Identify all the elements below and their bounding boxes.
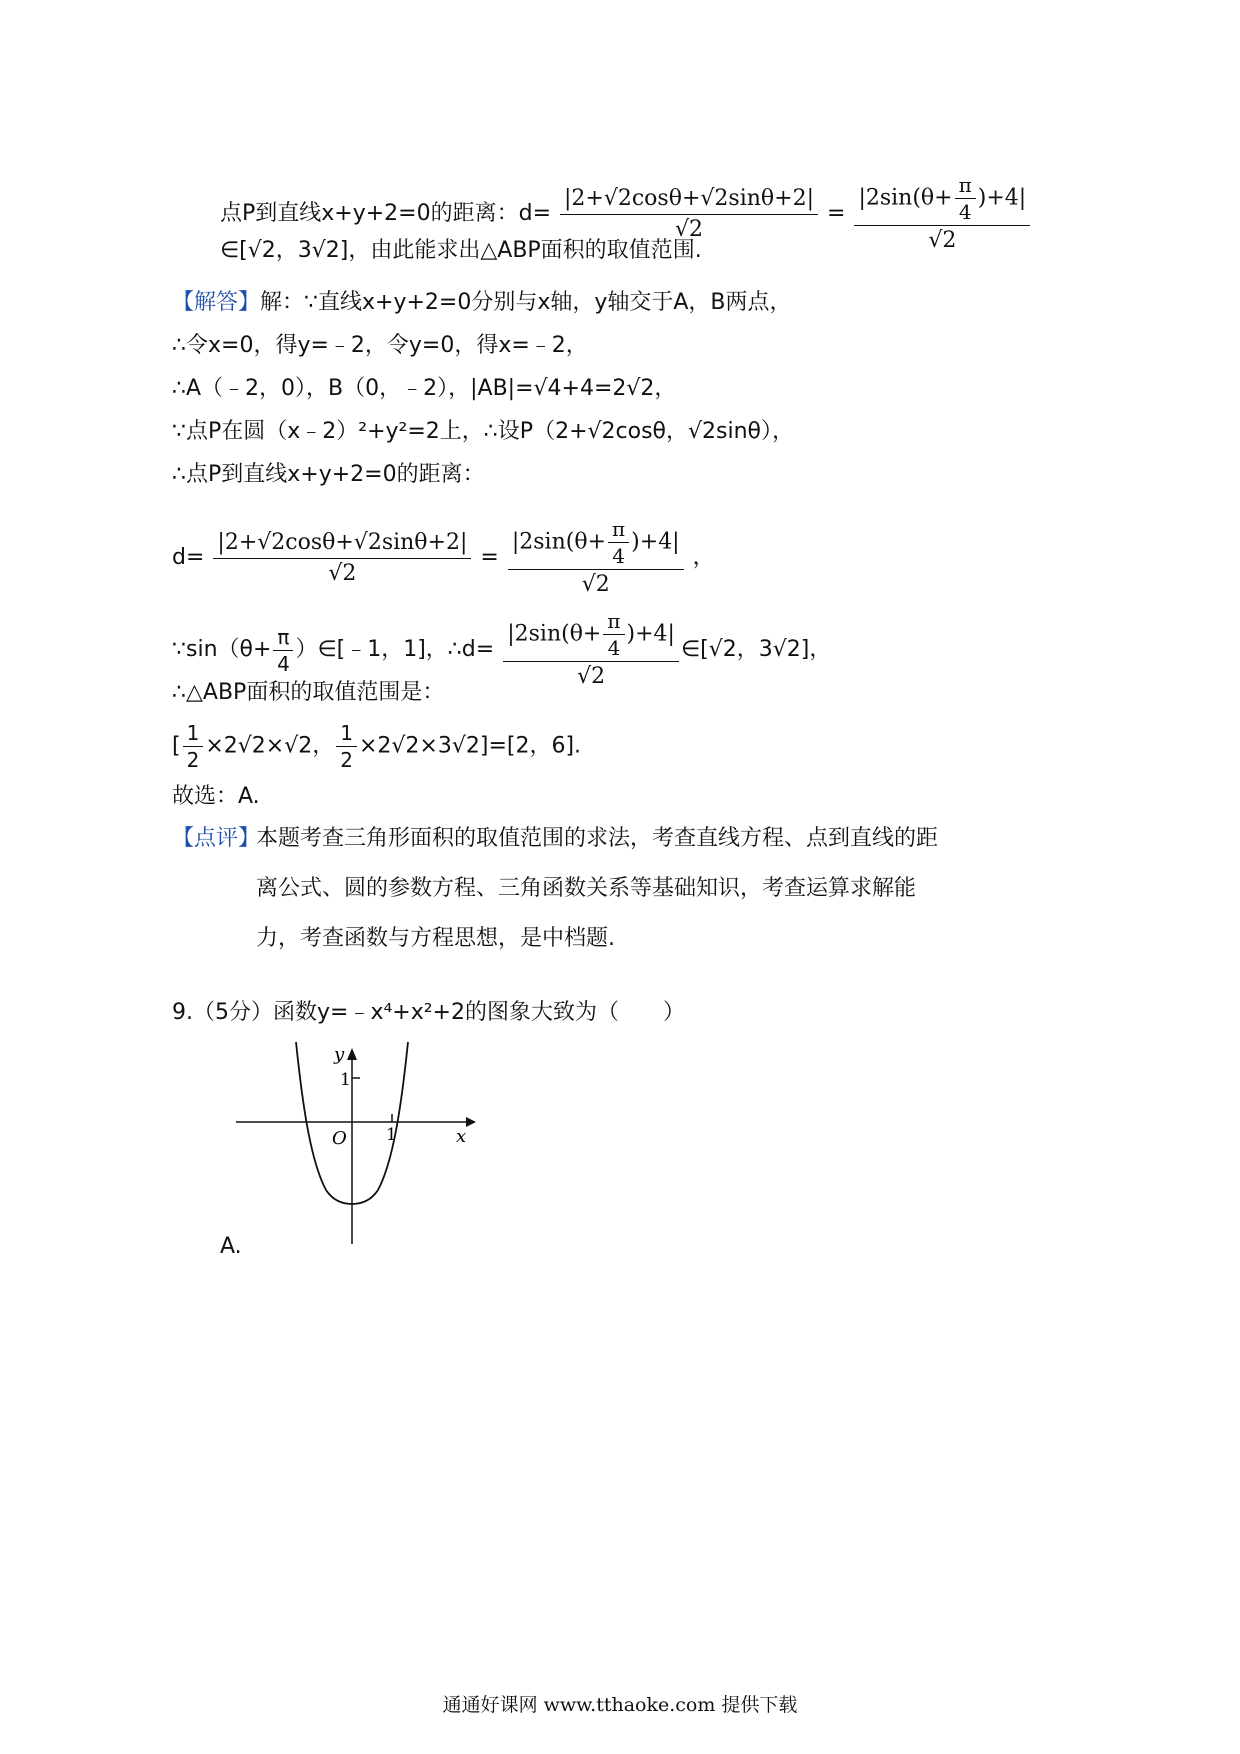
fraction-numerator bbox=[503, 610, 679, 662]
y-tick-label: 1 bbox=[340, 1070, 351, 1090]
product-upper: ×2√2×3√2]=[2，6]. bbox=[358, 733, 582, 759]
solution-line-2: ∴令x=0，得y=﹣2，令y=0，得x=﹣2， bbox=[172, 333, 588, 358]
d-equals: d= bbox=[172, 545, 205, 570]
x-axis-arrow bbox=[466, 1117, 476, 1127]
fraction-denominator: √2 bbox=[581, 572, 610, 597]
d-range: ∈[√2，3√2]， bbox=[680, 637, 832, 662]
fraction-denominator: √2 bbox=[928, 228, 957, 253]
numerator-part: |2sin(θ+ bbox=[511, 529, 607, 555]
origin-label: O bbox=[332, 1128, 347, 1149]
comment-tag: 【点评】 bbox=[172, 826, 261, 851]
solution-line-6 bbox=[172, 518, 715, 598]
range-line: ∈[√2，3√2]，由此能求出△ABP面积的取值范围. bbox=[220, 238, 702, 263]
page-footer: 通通好课网 www.tthaoke.com 提供下载 bbox=[442, 1694, 798, 1716]
four: 4 bbox=[958, 200, 972, 224]
pi-over-4 bbox=[603, 610, 624, 659]
x-axis-label: x bbox=[456, 1126, 467, 1147]
denominator: 2 bbox=[186, 748, 200, 772]
distance-fraction-2 bbox=[854, 174, 1030, 254]
denominator: 2 bbox=[340, 748, 353, 772]
product-lower: ×2√2×√2， bbox=[205, 733, 335, 759]
fraction-numerator bbox=[508, 518, 684, 570]
comment-text: 本题考查三角形面积的取值范围的求法，考查直线方程、点到直线的距离公式、圆的参数方程、三角函数关系等基础知识，考查运算求解能力，考查函数与方程思想，是中档题. bbox=[256, 826, 939, 951]
pi-over-4 bbox=[608, 518, 629, 567]
numerator: 1 bbox=[183, 722, 204, 747]
numerator: 1 bbox=[336, 722, 357, 747]
four: 4 bbox=[607, 636, 621, 660]
option-a-graph bbox=[230, 1040, 490, 1260]
solution-line-5: ∴点P到直线x+y+2=0的距离： bbox=[172, 462, 485, 487]
fraction-denominator: √2 bbox=[577, 664, 606, 689]
solution-line-10: 故选：A. bbox=[172, 784, 260, 809]
solution-line-9 bbox=[172, 722, 581, 771]
pi-symbol: π bbox=[273, 626, 293, 651]
fraction-denominator: √2 bbox=[328, 560, 357, 586]
sin-prefix: ∵sin（θ+ bbox=[172, 637, 272, 662]
pi-over-4 bbox=[273, 626, 293, 675]
option-a-label: A. bbox=[220, 1234, 242, 1259]
distance-fraction-1 bbox=[560, 186, 818, 243]
numerator-part: )+4| bbox=[977, 185, 1027, 211]
numerator-part: |2sin(θ+ bbox=[858, 185, 953, 211]
one-half bbox=[336, 722, 357, 771]
comma: ， bbox=[692, 545, 715, 570]
equals-sign: = bbox=[827, 201, 846, 226]
distance-fraction-1 bbox=[213, 530, 471, 587]
numerator-part: )+4| bbox=[631, 529, 680, 555]
y-axis-label: y bbox=[334, 1044, 345, 1065]
pi-over-4 bbox=[955, 174, 976, 223]
distance-fraction-2 bbox=[503, 610, 679, 690]
distance-prefix: 点P到直线x+y+2=0的距离：d= bbox=[220, 201, 551, 226]
question-9: 9.（5分）函数y=﹣x⁴+x²+2的图象大致为（ ） bbox=[172, 1000, 685, 1025]
fraction-denominator: √2 bbox=[674, 216, 703, 242]
one-half bbox=[183, 722, 204, 771]
four: 4 bbox=[277, 651, 290, 676]
open-bracket: [ bbox=[172, 733, 181, 759]
fraction-numerator bbox=[854, 174, 1030, 226]
comment-paragraph bbox=[172, 814, 952, 964]
numerator-part: )+4| bbox=[626, 621, 675, 647]
fraction-numerator: |2+√2cosθ+√2sinθ+2| bbox=[560, 186, 818, 215]
solution-line-4: ∵点P在圆（x﹣2）²+y²=2上，∴设P（2+√2cosθ，√2sinθ）， bbox=[172, 419, 794, 444]
solution-text: 解：∵直线x+y+2=0分别与x轴，y轴交于A，B两点， bbox=[260, 290, 792, 315]
solution-line-3: ∴A（﹣2，0），B（0，﹣2），|AB|=√4+4=2√2， bbox=[172, 376, 677, 401]
pi-symbol: π bbox=[603, 610, 624, 635]
y-axis-arrow bbox=[347, 1048, 357, 1060]
solution-line-8: ∴△ABP面积的取值范围是： bbox=[172, 680, 445, 705]
fraction-numerator: |2+√2cosθ+√2sinθ+2| bbox=[213, 530, 471, 559]
four: 4 bbox=[612, 544, 625, 568]
distance-fraction-2 bbox=[508, 518, 684, 598]
pi-symbol: π bbox=[955, 174, 976, 199]
x-tick-label: 1 bbox=[386, 1125, 397, 1145]
pi-symbol: π bbox=[608, 518, 629, 543]
sin-range: ）∈[﹣1，1]，∴d= bbox=[295, 637, 495, 662]
equals-sign: = bbox=[480, 545, 499, 570]
solution-line-1 bbox=[172, 288, 792, 318]
numerator-part: |2sin(θ+ bbox=[507, 621, 602, 647]
solution-tag: 【解答】 bbox=[172, 290, 261, 315]
